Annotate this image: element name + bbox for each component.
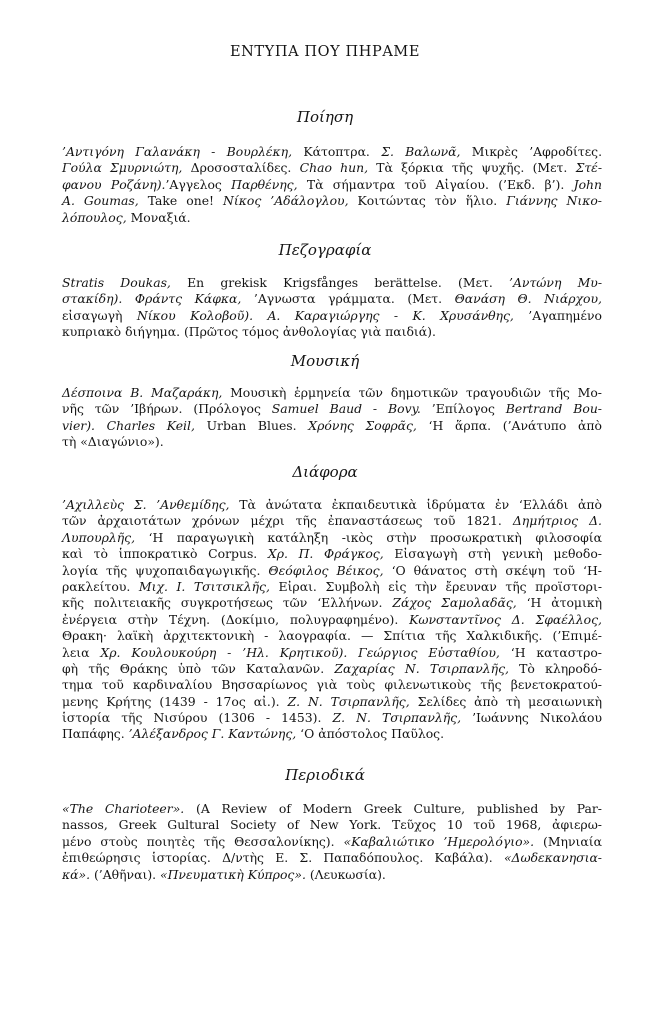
- italic-text: vier). Charles Keil,: [62, 417, 195, 433]
- body-text: En grekisk Krigsfånges berättelse. (Μετ.: [170, 275, 510, 290]
- body-text: ’Ιωάννης Νικολάου: [461, 710, 602, 726]
- italic-text: Γούλα Σμυρνιώτη,: [62, 160, 183, 176]
- body-text: τημα τοῦ καρδιναλίου Βησσαρίωνος γιὰ τοὺς φιλενωτικοὺς τῆς βενετοκρατού-: [62, 677, 602, 693]
- text-line: [62, 645, 602, 661]
- section-body-misc: [62, 497, 602, 743]
- body-text: λογία τῆς ψυχοπαιδαγωγικῆς.: [62, 562, 269, 578]
- italic-text: Δέσποινα Β. Μαζαράκη,: [62, 385, 223, 400]
- text-line: [62, 677, 602, 693]
- body-text: (’Αθῆναι).: [90, 866, 161, 882]
- italic-text: Ζάχος Σαμολαδᾶς,: [392, 595, 517, 611]
- italic-text: Ζ. Ν. Τσιρπανλῆς,: [287, 693, 410, 709]
- body-text: ἱστορία τῆς Νισύρου (1306 - 1453).: [62, 710, 333, 726]
- italic-text: Στέ-: [575, 160, 603, 176]
- body-text: Εἰσαγωγὴ στὴ γενικὴ μεθοδο-: [383, 546, 602, 562]
- italic-text: Χρόνης Σοφρᾶς,: [308, 417, 417, 433]
- section-body-poetry: [62, 144, 602, 226]
- text-line: [62, 726, 602, 742]
- body-text: Μικρὲς ’Αφροδίτες.: [460, 144, 603, 159]
- section-heading-poetry: Ποίηση: [296, 108, 354, 126]
- italic-text: Σ. Βαλωνᾶ,: [381, 144, 461, 159]
- section-body-prose: [62, 275, 602, 341]
- text-line: [62, 324, 602, 340]
- italic-text: Γιάννης Νικο-: [506, 193, 602, 209]
- italic-text: Θεόφιλος Βέικος,: [268, 562, 384, 578]
- italic-text: φανου Ροζάνη).: [62, 176, 166, 192]
- text-line: [62, 834, 602, 850]
- text-line: [62, 817, 602, 833]
- body-text: Δροσοσταλίδες.: [182, 160, 300, 176]
- body-text: Τὰ ξόρκια τῆς ψυχῆς. (Μετ.: [368, 160, 576, 176]
- body-text: ‘Η παραγωγικὴ κατάληξη -ικὸς στὴν προσωκρατικὴ φιλοσοφία: [135, 529, 602, 545]
- text-line: [62, 275, 602, 291]
- text-line: [62, 193, 602, 209]
- body-text: Σελίδες ἀπὸ τὴ μεσαιωνικὴ: [409, 693, 602, 709]
- body-text: κυπριακὸ διήγημα. (Πρῶτος τόμος ἀνθολογίας γιὰ παιδιά).: [62, 324, 436, 340]
- text-line: [62, 694, 602, 710]
- italic-text: Κωνσταντῖνος Δ. Σφαέλλος,: [409, 611, 602, 627]
- italic-text: ’Αντώνη Μυ-: [509, 275, 603, 290]
- body-text: (Μηνιαία: [534, 833, 602, 849]
- text-line: [62, 291, 602, 307]
- body-text: φὴ τῆς Θράκης ὑπὸ τῶν Καταλανῶν.: [62, 660, 335, 676]
- italic-text: Ζ. Ν. Τσιρπανλῆς,: [332, 710, 462, 726]
- text-line: [62, 628, 602, 644]
- body-text: ἐπιθεώρησις ἱστορίας. Δ/ντὴς Ε. Σ. Παπαδόπουλος. Καβάλα).: [62, 850, 504, 866]
- body-text: Κάτοπτρα.: [292, 144, 382, 159]
- body-text: ‘Ο ἀπόστολος Παῦλος.: [296, 726, 445, 742]
- body-text: ρακλείτου.: [62, 578, 139, 594]
- section-body-periodicals: [62, 801, 602, 883]
- body-text: εἰσαγωγὴ: [62, 307, 137, 323]
- italic-text: Χρ. Π. Φράγκος,: [267, 546, 384, 562]
- text-line: [62, 710, 602, 726]
- italic-text: κά».: [62, 866, 91, 882]
- text-line: [62, 661, 602, 677]
- italic-text: ’Αλέξανδρος Γ. Καντώνης,: [128, 726, 297, 742]
- italic-text: Θανάση Θ. Νιάρχου,: [454, 291, 602, 307]
- body-text: ’Αγγελος: [165, 176, 232, 192]
- body-text: νῆς τῶν ’Ιβήρων. (Πρόλογος: [62, 401, 272, 417]
- italic-text: Νίκος ’Αδάλογλου,: [223, 193, 349, 209]
- body-text: ‘Ο θάνατος στὴ σκέψη τοῦ ‘Η-: [383, 562, 602, 578]
- body-text: ‘Η καταστρο-: [499, 644, 602, 660]
- body-text: Urban Blues.: [194, 417, 309, 433]
- text-line: [62, 308, 602, 324]
- italic-text: ’Αντιγόνη Γαλανάκη - Βουρλέκη,: [62, 144, 293, 159]
- italic-text: John: [573, 176, 602, 192]
- text-line: [62, 418, 602, 434]
- italic-text: «Καβαλιώτικο ’Ημερολόγιο».: [343, 833, 535, 849]
- italic-text: A. Goumas,: [62, 193, 139, 209]
- text-line: [62, 579, 602, 595]
- body-text: τὴ «Διαγώνιο»).: [62, 434, 164, 450]
- body-text: (A Review of Modern Greek Culture, published by Par-: [184, 801, 602, 816]
- body-text: (Λευκωσία).: [305, 866, 386, 882]
- italic-text: «Δωδεκανησια-: [503, 850, 602, 866]
- italic-text: Λυπουρλῆς,: [62, 529, 136, 545]
- italic-text: Νίκου Κολοβοῦ). Α. Καραγιώργης - Κ. Χρυσάνθης,: [136, 307, 514, 323]
- page-title: ΕΝΤΥΠΑ ΠΟΥ ΠΗΡΑΜΕ: [229, 44, 421, 60]
- body-text: Τὸ κληροδό-: [508, 660, 602, 676]
- italic-text: λόπουλος,: [62, 209, 127, 225]
- body-text: ἐνέργεια στὴν Τέχνη. (Δοκίμιο, πολυγραφημένο).: [62, 611, 410, 627]
- text-line: [62, 546, 602, 562]
- section-heading-prose: Πεζογραφία: [278, 241, 372, 259]
- italic-text: στακίδη). Φράντς Κάφκα,: [62, 291, 242, 307]
- text-line: [62, 530, 602, 546]
- text-line: [62, 177, 602, 193]
- italic-text: Παρθένης,: [231, 176, 298, 192]
- text-line: [62, 563, 602, 579]
- body-text: Εἰραι. Συμβολὴ εἰς τὴν ἔρευναν τῆς προϊστορι-: [269, 578, 603, 594]
- body-text: καὶ τὸ ἱπποκρατικὸ Corpus.: [62, 546, 268, 562]
- body-text: κῆς πολιτειακῆς συγκροτήσεως τῶν ‘Ελλήνων.: [62, 595, 393, 611]
- body-text: τῶν ἀρχαιοτάτων χρόνων μέχρι τῆς ἐπαναστάσεως τοῦ 1821.: [62, 513, 513, 529]
- section-body-music: [62, 385, 602, 451]
- body-text: ‘Η ἀτομικὴ: [516, 595, 603, 611]
- body-text: Κοιτώντας τὸν ἥλιο.: [348, 193, 507, 209]
- text-line: [62, 210, 602, 226]
- text-line: [62, 801, 602, 817]
- text-line: [62, 401, 602, 417]
- italic-text: Stratis Doukas,: [62, 275, 171, 290]
- body-text: ‘Η ἅρπα. (’Ανάτυπο ἀπὸ: [416, 417, 603, 433]
- text-line: [62, 850, 602, 866]
- body-text: ’Επίλογος: [420, 401, 506, 417]
- italic-text: ’Αχιλλεὺς Σ. ’Ανθεμίδης,: [62, 497, 230, 512]
- body-text: μένο στοὺς ποιητὲς τῆς Θεσσαλονίκης).: [62, 833, 344, 849]
- italic-text: Chao hun,: [299, 160, 369, 176]
- body-text: Μουσικὴ ἑρμηνεία τῶν δημοτικῶν τραγουδιῶν τῆς Μο-: [222, 385, 602, 400]
- text-line: [62, 434, 602, 450]
- italic-text: Μιχ. Ι. Τσιτσικλῆς,: [138, 578, 270, 594]
- text-line: [62, 867, 602, 883]
- text-line: [62, 513, 602, 529]
- body-text: Θρακη· λαϊκὴ ἀρχιτεκτονικὴ - λαογραφία. — Σπίτια τῆς Χαλκιδικῆς. (’Επιμέ-: [62, 628, 602, 644]
- italic-text: Ζαχαρίας Ν. Τσιρπανλῆς,: [334, 660, 509, 676]
- italic-text: Χρ. Κουλουκούρη - ’Ηλ. Κρητικοῦ). Γεώργιος Εὐσταθίου,: [100, 644, 500, 660]
- italic-text: Bertrand Bou-: [505, 401, 602, 417]
- body-text: Μοναξιά.: [126, 209, 191, 225]
- italic-text: Δημήτριος Δ.: [512, 513, 602, 529]
- section-heading-periodicals: Περιοδικά: [285, 766, 365, 784]
- body-text: λεια: [62, 644, 101, 660]
- body-text: μενης Κρήτης (1439 - 17ος αἰ.).: [62, 693, 288, 709]
- body-text: Παπάφης.: [62, 726, 129, 742]
- text-line: [62, 144, 602, 160]
- text-line: [62, 612, 602, 628]
- text-line: [62, 385, 602, 401]
- italic-text: Samuel Baud - Bovy.: [271, 401, 421, 417]
- body-text: Take one!: [138, 193, 224, 209]
- section-heading-music: Μουσική: [290, 352, 360, 370]
- body-text: Τὰ σήμαντρα τοῦ Αἰγαίου. (’Εκδ. β’).: [297, 176, 574, 192]
- italic-text: «Πνευματικὴ Κύπρος».: [160, 866, 306, 882]
- body-text: ’Αγνωστα γράμματα. (Μετ.: [241, 291, 455, 307]
- body-text: Τὰ ἀνώτατα ἐκπαιδευτικὰ ἱδρύματα ἐν ‘Ελλάδι ἀπὸ: [229, 497, 603, 512]
- body-text: nassos, Greek Gultural Society of New York. Τεῦχος 10 τοῦ 1968, ἀφιερω-: [62, 817, 602, 833]
- section-heading-misc: Διάφορα: [292, 463, 358, 481]
- body-text: ’Αγαπημένο: [513, 307, 602, 323]
- text-line: [62, 497, 602, 513]
- text-line: [62, 595, 602, 611]
- text-line: [62, 160, 602, 176]
- italic-text: «The Charioteer».: [62, 801, 185, 816]
